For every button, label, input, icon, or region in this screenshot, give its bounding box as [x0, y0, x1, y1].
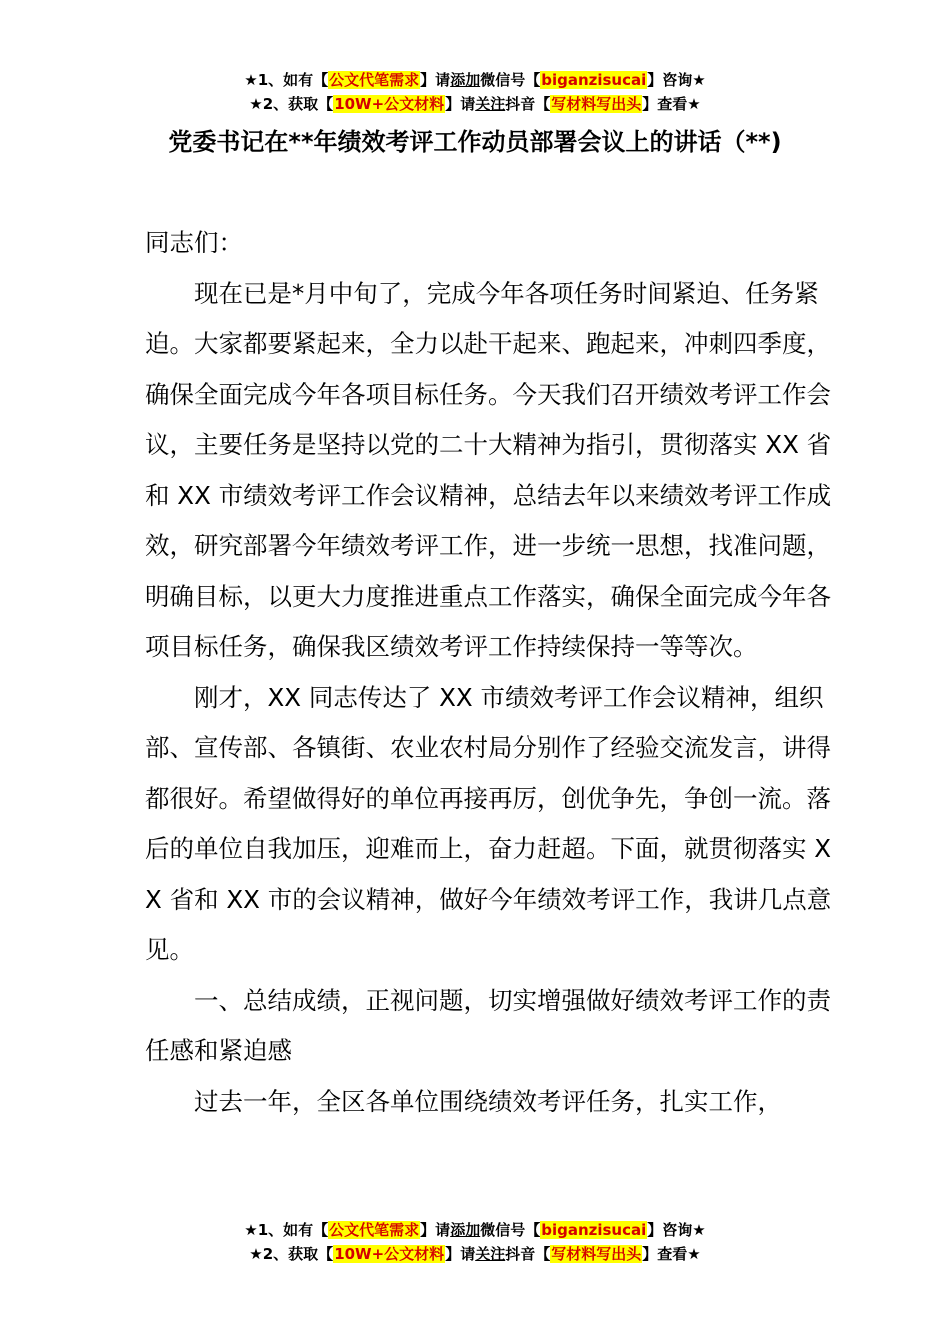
notice-text: 】请: [420, 71, 451, 89]
notice-text: ★2、获取【: [249, 1245, 334, 1263]
paragraph-past-year: 过去一年，全区各单位围绕绩效考评任务，扎实工作，: [194, 1086, 782, 1116]
paragraph-intro: 现在已是*月中旬了，完成今年各项任务时间紧迫、任务紧迫。大家都要紧起来，全力以赴干起来、跑起来，冲刺四季度，确保全面完成今年各项目标任务。今天我们召开绩效考评工作会议，主要任务是坚持以党的二十大精神为指引，贯彻落实 XX 省和 XX 市绩效考评工作会议精神，总结去年以来绩效考评工作成效，研究部署今年绩效考评工作，进一步统一思想，找准问题，明确目标，以更大力度推进重点工作落实，确保全面完成今年各项目标任务，确保我区绩效考评工作持续保持一等等次。: [145, 278, 832, 661]
underlined-word: 关注: [475, 95, 506, 113]
notice-text: ★1、如有【: [244, 71, 329, 89]
salutation: 同志们：: [145, 228, 243, 257]
paragraph-meeting-review: 刚才，XX 同志传达了 XX 市绩效考评工作会议精神，组织部、宣传部、各镇街、农业农村局分别作了经验交流发言，讲得都很好。希望做得好的单位再接再厉，创优争先，争创一流。落后的单位自我加压，迎难而上，奋力赶超。下面，就贯彻落实 XX 省和 XX 市的会议精神，做好今年绩效考评工作，我讲几点意见。: [145, 682, 832, 964]
underlined-word: 添加: [450, 1221, 481, 1239]
underlined-word: 添加: [450, 71, 481, 89]
notice-text: 抖音【: [505, 1245, 551, 1263]
highlight-wechat-id: biganzisucai: [541, 1221, 647, 1239]
section-heading-1: 一、总结成绩，正视问题，切实增强做好绩效考评工作的责任感和紧迫感: [145, 985, 831, 1065]
notice-text: 】查看★: [642, 1245, 701, 1263]
notice-text: 微信号【: [480, 71, 541, 89]
highlight-douyin-account: 写材料写出头: [551, 95, 642, 113]
notice-text: 】请: [420, 1221, 451, 1239]
notice-line-1: [0, 1218, 950, 1242]
notice-line-2: [0, 1242, 950, 1266]
notice-text: 微信号【: [480, 1221, 541, 1239]
document-body: [145, 218, 835, 1127]
notice-text: 】请: [445, 95, 476, 113]
document-title: 党委书记在**年绩效考评工作动员部署会议上的讲话（**): [168, 128, 782, 156]
notice-line-2: [0, 92, 950, 116]
notice-text: 】咨询★: [647, 1221, 706, 1239]
highlight-wechat-id: biganzisucai: [541, 71, 647, 89]
highlight-service: 公文代笔需求: [329, 1221, 420, 1239]
notice-text: ★1、如有【: [244, 1221, 329, 1239]
highlight-douyin-account: 写材料写出头: [551, 1245, 642, 1263]
notice-line-1: [0, 68, 950, 92]
highlight-service: 公文代笔需求: [329, 71, 420, 89]
notice-text: 】咨询★: [647, 71, 706, 89]
footer-notice: [0, 1218, 950, 1266]
highlight-materials: 10W+公文材料: [334, 95, 445, 113]
underlined-word: 关注: [475, 1245, 506, 1263]
notice-text: ★2、获取【: [249, 95, 334, 113]
highlight-materials: 10W+公文材料: [334, 1245, 445, 1263]
notice-text: 】查看★: [642, 95, 701, 113]
notice-text: 】请: [445, 1245, 476, 1263]
header-notice: [0, 68, 950, 116]
notice-text: 抖音【: [505, 95, 551, 113]
